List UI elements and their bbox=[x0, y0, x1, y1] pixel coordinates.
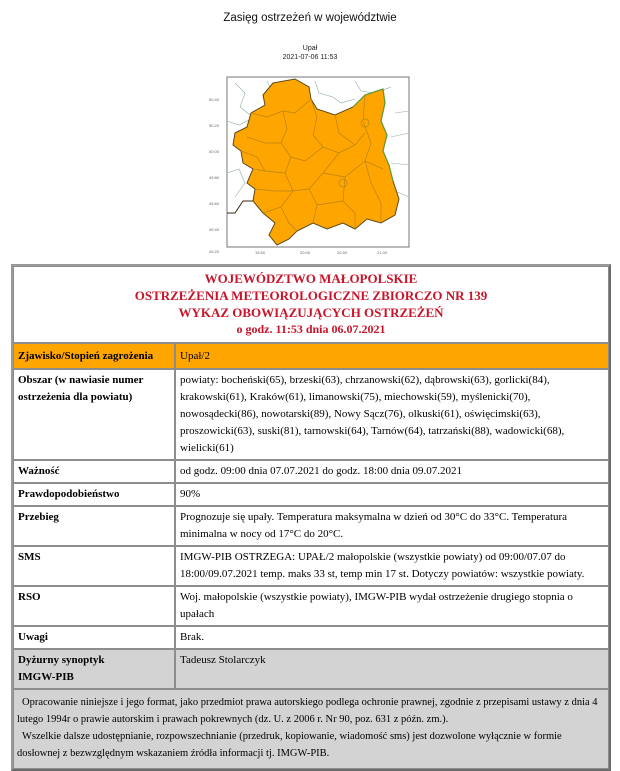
sms-value: IMGW-PIB OSTRZEGA: UPAŁ/2 małopolskie (wszystkie powiaty) od 09:00/07.07 do 18:00/09.07.2021 temp. maks 33 st, temp min 17 st. Dotyczy powiatów: wszystkie powiaty. bbox=[175, 546, 609, 586]
y-tick: 50.40 bbox=[209, 97, 220, 102]
header-list-title: WYKAZ OBOWIĄZUJĄCYCH OSTRZEŻEŃ bbox=[178, 305, 444, 320]
table-row-validity bbox=[13, 460, 609, 483]
y-tick: 49.40 bbox=[209, 227, 220, 232]
y-tick: 49.60 bbox=[209, 201, 220, 206]
phenomenon-value: Upał/2 bbox=[175, 343, 609, 369]
copyright-notice bbox=[13, 689, 609, 769]
map-phenomenon: Upał bbox=[302, 45, 318, 52]
forecaster-value: Tadeusz Stolarczyk bbox=[175, 649, 609, 689]
y-tick: 49.20 bbox=[209, 249, 220, 254]
x-tick: 20.50 bbox=[337, 250, 348, 255]
warning-map bbox=[205, 73, 413, 257]
table-row-phenomenon bbox=[13, 343, 609, 369]
forecaster-label-line2: IMGW-PIB bbox=[18, 671, 74, 683]
x-tick: 21.00 bbox=[377, 250, 388, 255]
table-row-course bbox=[13, 506, 609, 546]
phenomenon-label: Zjawisko/Stopień zagrożenia bbox=[13, 343, 175, 369]
table-row-area bbox=[13, 369, 609, 460]
map-caption bbox=[0, 44, 620, 62]
header-region: WOJEWÓDZTWO MAŁOPOLSKIE bbox=[204, 271, 418, 286]
table-row-notes bbox=[13, 626, 609, 649]
probability-label: Prawdopodobieństwo bbox=[13, 483, 175, 506]
validity-label: Ważność bbox=[13, 460, 175, 483]
table-row-footer bbox=[13, 689, 609, 769]
table-row-rso bbox=[13, 586, 609, 626]
sms-label: SMS bbox=[13, 546, 175, 586]
forecaster-label-line1: Dyżurny synoptyk bbox=[18, 654, 105, 666]
table-row-forecaster bbox=[13, 649, 609, 689]
rso-value: Woj. małopolskie (wszystkie powiaty), IMGW-PIB wydał ostrzeżenie drugiego stopnia o upałach bbox=[175, 586, 609, 626]
header-row bbox=[13, 266, 609, 343]
course-label: Przebieg bbox=[13, 506, 175, 546]
copyright-paragraph: Opracowanie niniejsze i jego format, jako przedmiot prawa autorskiego podlega ochronie prawnej, zgodnie z przepisami ustawy z dnia 4 lutego 1994r o prawie autorskim i prawach pokrewnych (dz. U. z 2006 r. Nr 90, poz. 631 z późn. zm.). bbox=[17, 697, 598, 725]
table-row-sms bbox=[13, 546, 609, 586]
area-value: powiaty: bocheński(65), brzeski(63), chrzanowski(62), dąbrowski(63), gorlicki(84), krakowski(61), Kraków(61), limanowski(75), miechowski(59), myślenicki(70), nowosądecki(86), nowotarski(89), Nowy Sącz(76), olkuski(61), oświęcimski(63), proszowicki(63), suski(81), tarnowski(64), Tarnów(64), tatrzański(88), wadowicki(68), wielicki(61) bbox=[175, 369, 609, 460]
y-tick: 50.20 bbox=[209, 123, 220, 128]
distribution-paragraph: Wszelkie dalsze udostępnianie, rozpowszechnianie (przedruk, kopiowanie, wiadomość sms) jest dozwolone wyłącznie w formie dosłownej z bezwzględnym wskazaniem źródła informacji tj. IMGW-PIB. bbox=[17, 731, 562, 759]
y-tick: 50.00 bbox=[209, 149, 220, 154]
header-bulletin: OSTRZEŻENIA METEOROLOGICZNE ZBIORCZO NR 139 bbox=[134, 288, 488, 303]
area-label: Obszar (w nawiasie numer ostrzeżenia dla powiatu) bbox=[13, 369, 175, 460]
validity-value: od godz. 09:00 dnia 07.07.2021 do godz. 18:00 dnia 09.07.2021 bbox=[175, 460, 609, 483]
x-tick: 20.00 bbox=[300, 250, 311, 255]
table-row-probability bbox=[13, 483, 609, 506]
probability-value: 90% bbox=[175, 483, 609, 506]
rso-label: RSO bbox=[13, 586, 175, 626]
page-title: Zasięg ostrzeżeń w województwie bbox=[223, 12, 397, 24]
warning-header bbox=[13, 266, 609, 343]
y-tick: 49.80 bbox=[209, 175, 220, 180]
warning-table bbox=[11, 264, 611, 771]
header-issue-time: o godz. 11:53 dnia 06.07.2021 bbox=[236, 322, 386, 336]
forecaster-label bbox=[13, 649, 175, 689]
notes-value: Brak. bbox=[175, 626, 609, 649]
course-value: Prognozuje się upały. Temperatura maksymalna w dzień od 30°C do 33°C. Temperatura minimalna w nocy od 17°C do 20°C. bbox=[175, 506, 609, 546]
map-timestamp: 2021-07-06 11:53 bbox=[282, 54, 338, 61]
x-tick: 19.50 bbox=[255, 250, 266, 255]
notes-label: Uwagi bbox=[13, 626, 175, 649]
